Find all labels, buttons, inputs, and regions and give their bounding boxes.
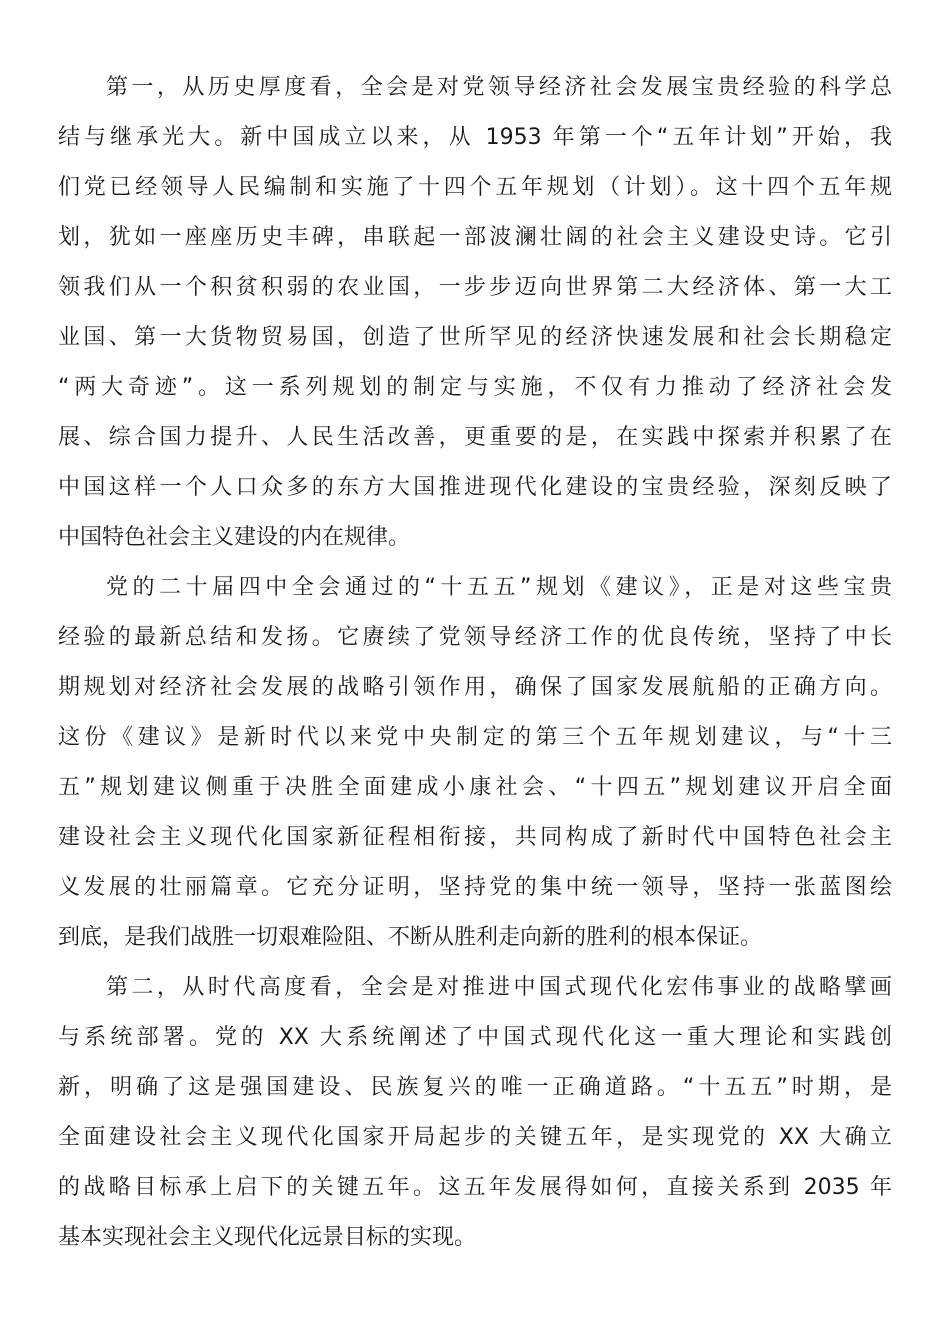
text-line: 期规划对经济社会发展的战略引领作用，确保了国家发展航船的正确方向。	[58, 675, 892, 700]
text-line: 划，犹如一座座历史丰碑，串联起一部波澜壮阔的社会主义建设史诗。它引	[58, 225, 892, 250]
text-line: 领我们从一个积贫积弱的农业国，一步步迈向世界第二大经济体、第一大工	[58, 275, 892, 300]
text-line: 与系统部署。党的 XX 大系统阐述了中国式现代化这一重大理论和实践创	[58, 1025, 892, 1050]
text-line: 第二，从时代高度看，全会是对推进中国式现代化宏伟事业的战略擘画	[106, 975, 892, 1000]
text-line: 新，明确了这是强国建设、民族复兴的唯一正确道路。“十五五”时期，是	[58, 1075, 892, 1100]
text-line: 业国、第一大货物贸易国，创造了世所罕见的经济快速发展和社会长期稳定	[58, 325, 892, 350]
text-line: 们党已经领导人民编制和实施了十四个五年规划（计划）。这十四个五年规	[58, 175, 892, 200]
text-line: 经验的最新总结和发扬。它赓续了党领导经济工作的优良传统，坚持了中长	[58, 625, 892, 650]
document-page	[58, 68, 892, 1268]
text-line: 的战略目标承上启下的关键五年。这五年发展得如何，直接关系到 2035 年	[58, 1175, 892, 1200]
text-line: 结与继承光大。新中国成立以来，从 1953 年第一个“五年计划”开始，我	[58, 125, 892, 150]
paragraph-era-height	[58, 968, 892, 1268]
text-line: 五”规划建议侧重于决胜全面建成小康社会、“十四五”规划建议开启全面	[58, 775, 892, 800]
text-line: 义发展的壮丽篇章。它充分证明，坚持党的集中统一领导，坚持一张蓝图绘	[58, 875, 892, 900]
text-line: 基本实现社会主义现代化远景目标的实现。	[58, 1225, 477, 1250]
text-line: 建设社会主义现代化国家新征程相衔接，共同构成了新时代中国特色社会主	[58, 825, 892, 850]
text-line: 中国这样一个人口众多的东方大国推进现代化建设的宝贵经验，深刻反映了	[58, 475, 892, 500]
text-line: 党的二十届四中全会通过的“十五五”规划《建议》，正是对这些宝贵	[106, 575, 892, 600]
paragraph-historical-depth	[58, 68, 892, 568]
text-line: “两大奇迹”。这一系列规划的制定与实施，不仅有力推动了经济社会发	[58, 375, 892, 400]
text-line: 中国特色社会主义建设的内在规律。	[58, 525, 411, 550]
text-line: 展、综合国力提升、人民生活改善，更重要的是，在实践中探索并积累了在	[58, 425, 892, 450]
text-line: 全面建设社会主义现代化国家开局起步的关键五年，是实现党的 XX 大确立	[58, 1125, 892, 1150]
text-line: 第一，从历史厚度看，全会是对党领导经济社会发展宝贵经验的科学总	[106, 75, 892, 100]
text-line: 这份《建议》是新时代以来党中央制定的第三个五年规划建议，与“十三	[58, 725, 892, 750]
paragraph-fifteenth-plan-proposal	[58, 568, 892, 968]
text-line: 到底，是我们战胜一切艰难险阻、不断从胜利走向新的胜利的根本保证。	[58, 925, 763, 950]
